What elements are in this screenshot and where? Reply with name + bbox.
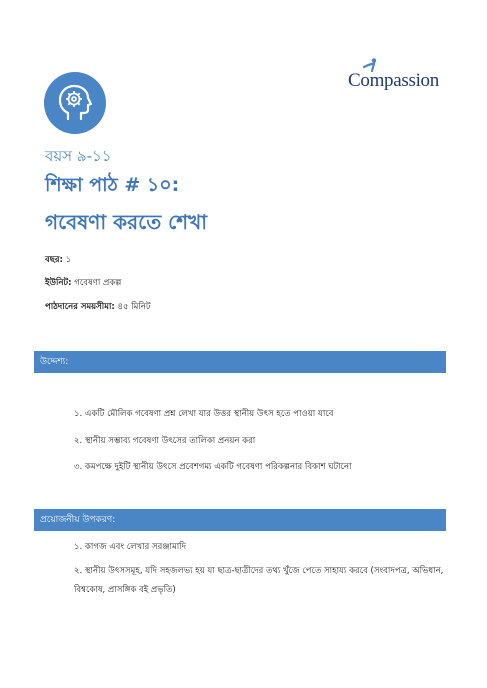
- meta-unit-value: গবেষণা প্রকল্প: [74, 278, 122, 288]
- logo-text: Compassion: [348, 70, 439, 91]
- meta-unit: [45, 276, 121, 290]
- page-title: গবেষণা করতে শেখা: [45, 210, 208, 234]
- meta-time: [45, 300, 151, 314]
- materials-heading: প্রয়োজনীয় উপকরণ:: [34, 509, 446, 531]
- objective-item: ৩. কমপক্ষে দুইটি স্থানীয় উৎসে প্রবেশগম্য একটি গবেষণা পরিকল্পনার বিকাশ ঘটানো: [74, 462, 352, 472]
- compassion-logo: [346, 58, 446, 98]
- objectives-heading: উদ্দেশ্য:: [34, 351, 446, 373]
- age-range: বয়স ৯-১১: [45, 147, 112, 165]
- meta-year-value: ১: [65, 255, 72, 265]
- objective-item: ১. একটি মৌলিক গবেষণা প্রশ্ন লেখা যার উত্তর স্থানীয় উৎস হতে পাওয়া যাবে: [74, 409, 334, 419]
- meta-year: [45, 253, 71, 267]
- lesson-number: শিক্ষা পাঠ # ১০:: [45, 174, 180, 196]
- objective-item: ২. স্থানীয় সম্ভাব্য গবেষণা উৎসের তালিকা প্রনয়ন করা: [74, 436, 256, 446]
- material-item: ১. কাগজ এবং লেখার সরঞ্জামাদি: [74, 542, 187, 552]
- material-item: ২. স্থানীয় উৎসসমূহ, যদি সহজলভ্য হয় যা ছাত্র-ছাত্রীদের তথ্য খুঁজে পেতে সাহায্য করবে (সংবাদপত্র, অভিধান,: [74, 566, 444, 576]
- meta-time-value: ৪৫ মিনিট: [117, 302, 151, 312]
- meta-unit-label: ইউনিট:: [45, 278, 72, 288]
- head-gear-icon: [44, 72, 106, 134]
- material-item-continued: বিশ্বকোষ, প্রাসঙ্গিক বই প্রভৃতি): [74, 585, 176, 595]
- meta-year-label: বছর:: [45, 255, 63, 265]
- meta-time-label: পাঠদানের সময়সীমা:: [45, 302, 115, 312]
